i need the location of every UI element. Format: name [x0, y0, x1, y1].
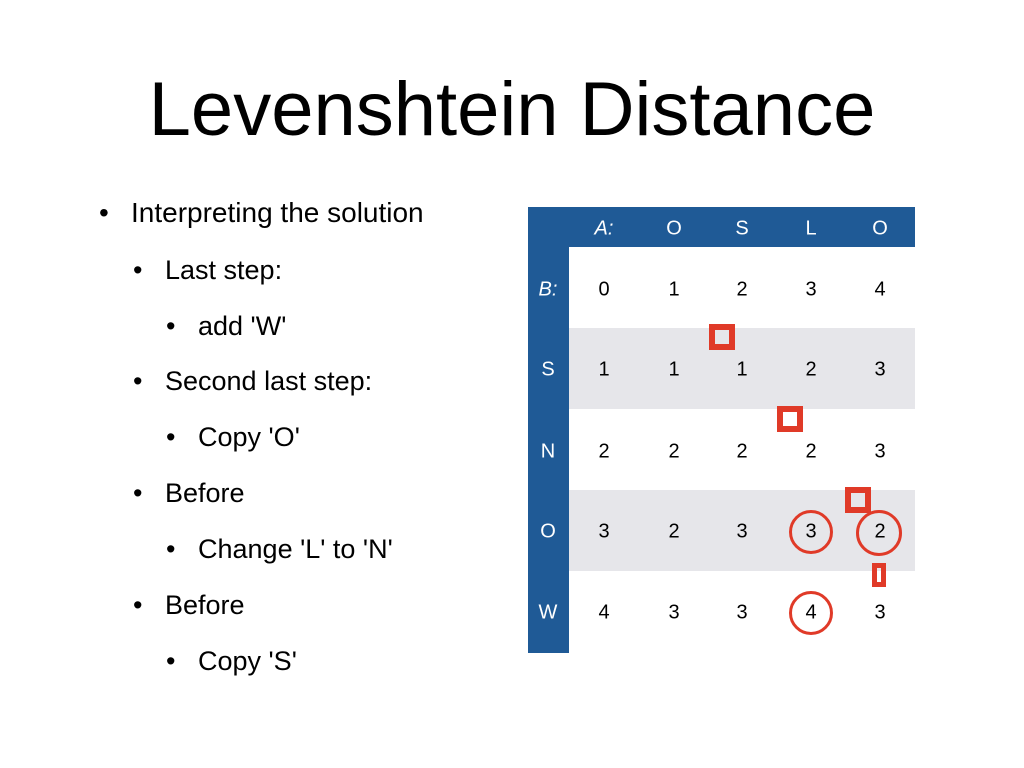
bullet-text: Change 'L' to 'N': [198, 534, 393, 564]
bullet-dot: •: [99, 197, 109, 228]
path-marker-circle: [789, 510, 833, 554]
row-header: O: [540, 520, 556, 543]
table-cell: 1: [668, 278, 680, 301]
bullet-change-l-n: [166, 531, 393, 567]
table-cell: 2: [668, 520, 680, 543]
bullet-text: Interpreting the solution: [131, 197, 424, 228]
column-header: O: [666, 217, 682, 240]
row-header: W: [538, 601, 558, 624]
table-cell: 3: [598, 520, 610, 543]
bullet-second-last: [133, 363, 373, 399]
table-cell: 1: [668, 358, 680, 381]
bullet-dot: •: [133, 366, 143, 396]
bullet-add-w: [166, 308, 287, 344]
table-cell: 1: [598, 358, 610, 381]
table-cell: 2: [874, 520, 886, 543]
table-cell: 1: [736, 358, 748, 381]
bullet-dot: •: [133, 590, 143, 620]
bullet-dot: •: [133, 255, 143, 285]
row-header-column: [528, 207, 569, 653]
corner-a-label: A:: [594, 217, 614, 240]
bullet-last-step: [133, 252, 283, 288]
path-marker-bar: [872, 563, 886, 587]
levenshtein-table: [528, 207, 915, 653]
table-cell: 3: [805, 520, 817, 543]
table-cell: 0: [598, 278, 610, 301]
bullet-dot: •: [166, 311, 176, 341]
column-header: L: [805, 217, 817, 240]
bullet-text: Copy 'O': [198, 422, 300, 452]
bullet-text: Second last step:: [165, 366, 373, 396]
table-cell: 2: [805, 358, 817, 381]
path-marker-circle: [856, 510, 902, 556]
row-header: N: [540, 440, 556, 463]
table-cell: 2: [805, 440, 817, 463]
table-cell: 4: [874, 278, 886, 301]
bullet-dot: •: [166, 534, 176, 564]
path-marker-square: [777, 406, 803, 432]
table-cell: 3: [736, 601, 748, 624]
table-cell: 4: [805, 601, 817, 624]
table-cell: 4: [598, 601, 610, 624]
bullet-interpreting: [99, 195, 424, 231]
bullet-dot: •: [133, 478, 143, 508]
bullet-text: add 'W': [198, 311, 287, 341]
bullet-dot: •: [166, 646, 176, 676]
bullet-dot: •: [166, 422, 176, 452]
path-marker-square: [709, 324, 735, 350]
row-header: S: [541, 358, 555, 381]
table-cell: 3: [668, 601, 680, 624]
column-header: O: [872, 217, 888, 240]
table-cell: 3: [736, 520, 748, 543]
path-marker-circle: [789, 591, 833, 635]
table-cell: 3: [874, 601, 886, 624]
bullet-copy-s: [166, 643, 297, 679]
table-cell: 3: [805, 278, 817, 301]
bullet-text: Before: [165, 478, 245, 508]
table-cell: 3: [874, 358, 886, 381]
bullet-text: Copy 'S': [198, 646, 297, 676]
column-header: S: [735, 217, 749, 240]
table-cell: 2: [598, 440, 610, 463]
bullet-before-2: [133, 587, 245, 623]
table-cell: 2: [736, 278, 748, 301]
corner-b-label: B:: [538, 278, 558, 301]
path-marker-square: [845, 487, 871, 513]
bullet-before-1: [133, 475, 245, 511]
table-cell: 2: [668, 440, 680, 463]
table-cell: 2: [736, 440, 748, 463]
bullet-text: Last step:: [165, 255, 283, 285]
bullet-text: Before: [165, 590, 245, 620]
table-cell: 3: [874, 440, 886, 463]
bullet-copy-o: [166, 419, 300, 455]
slide-title: Levenshtein Distance: [148, 67, 876, 152]
